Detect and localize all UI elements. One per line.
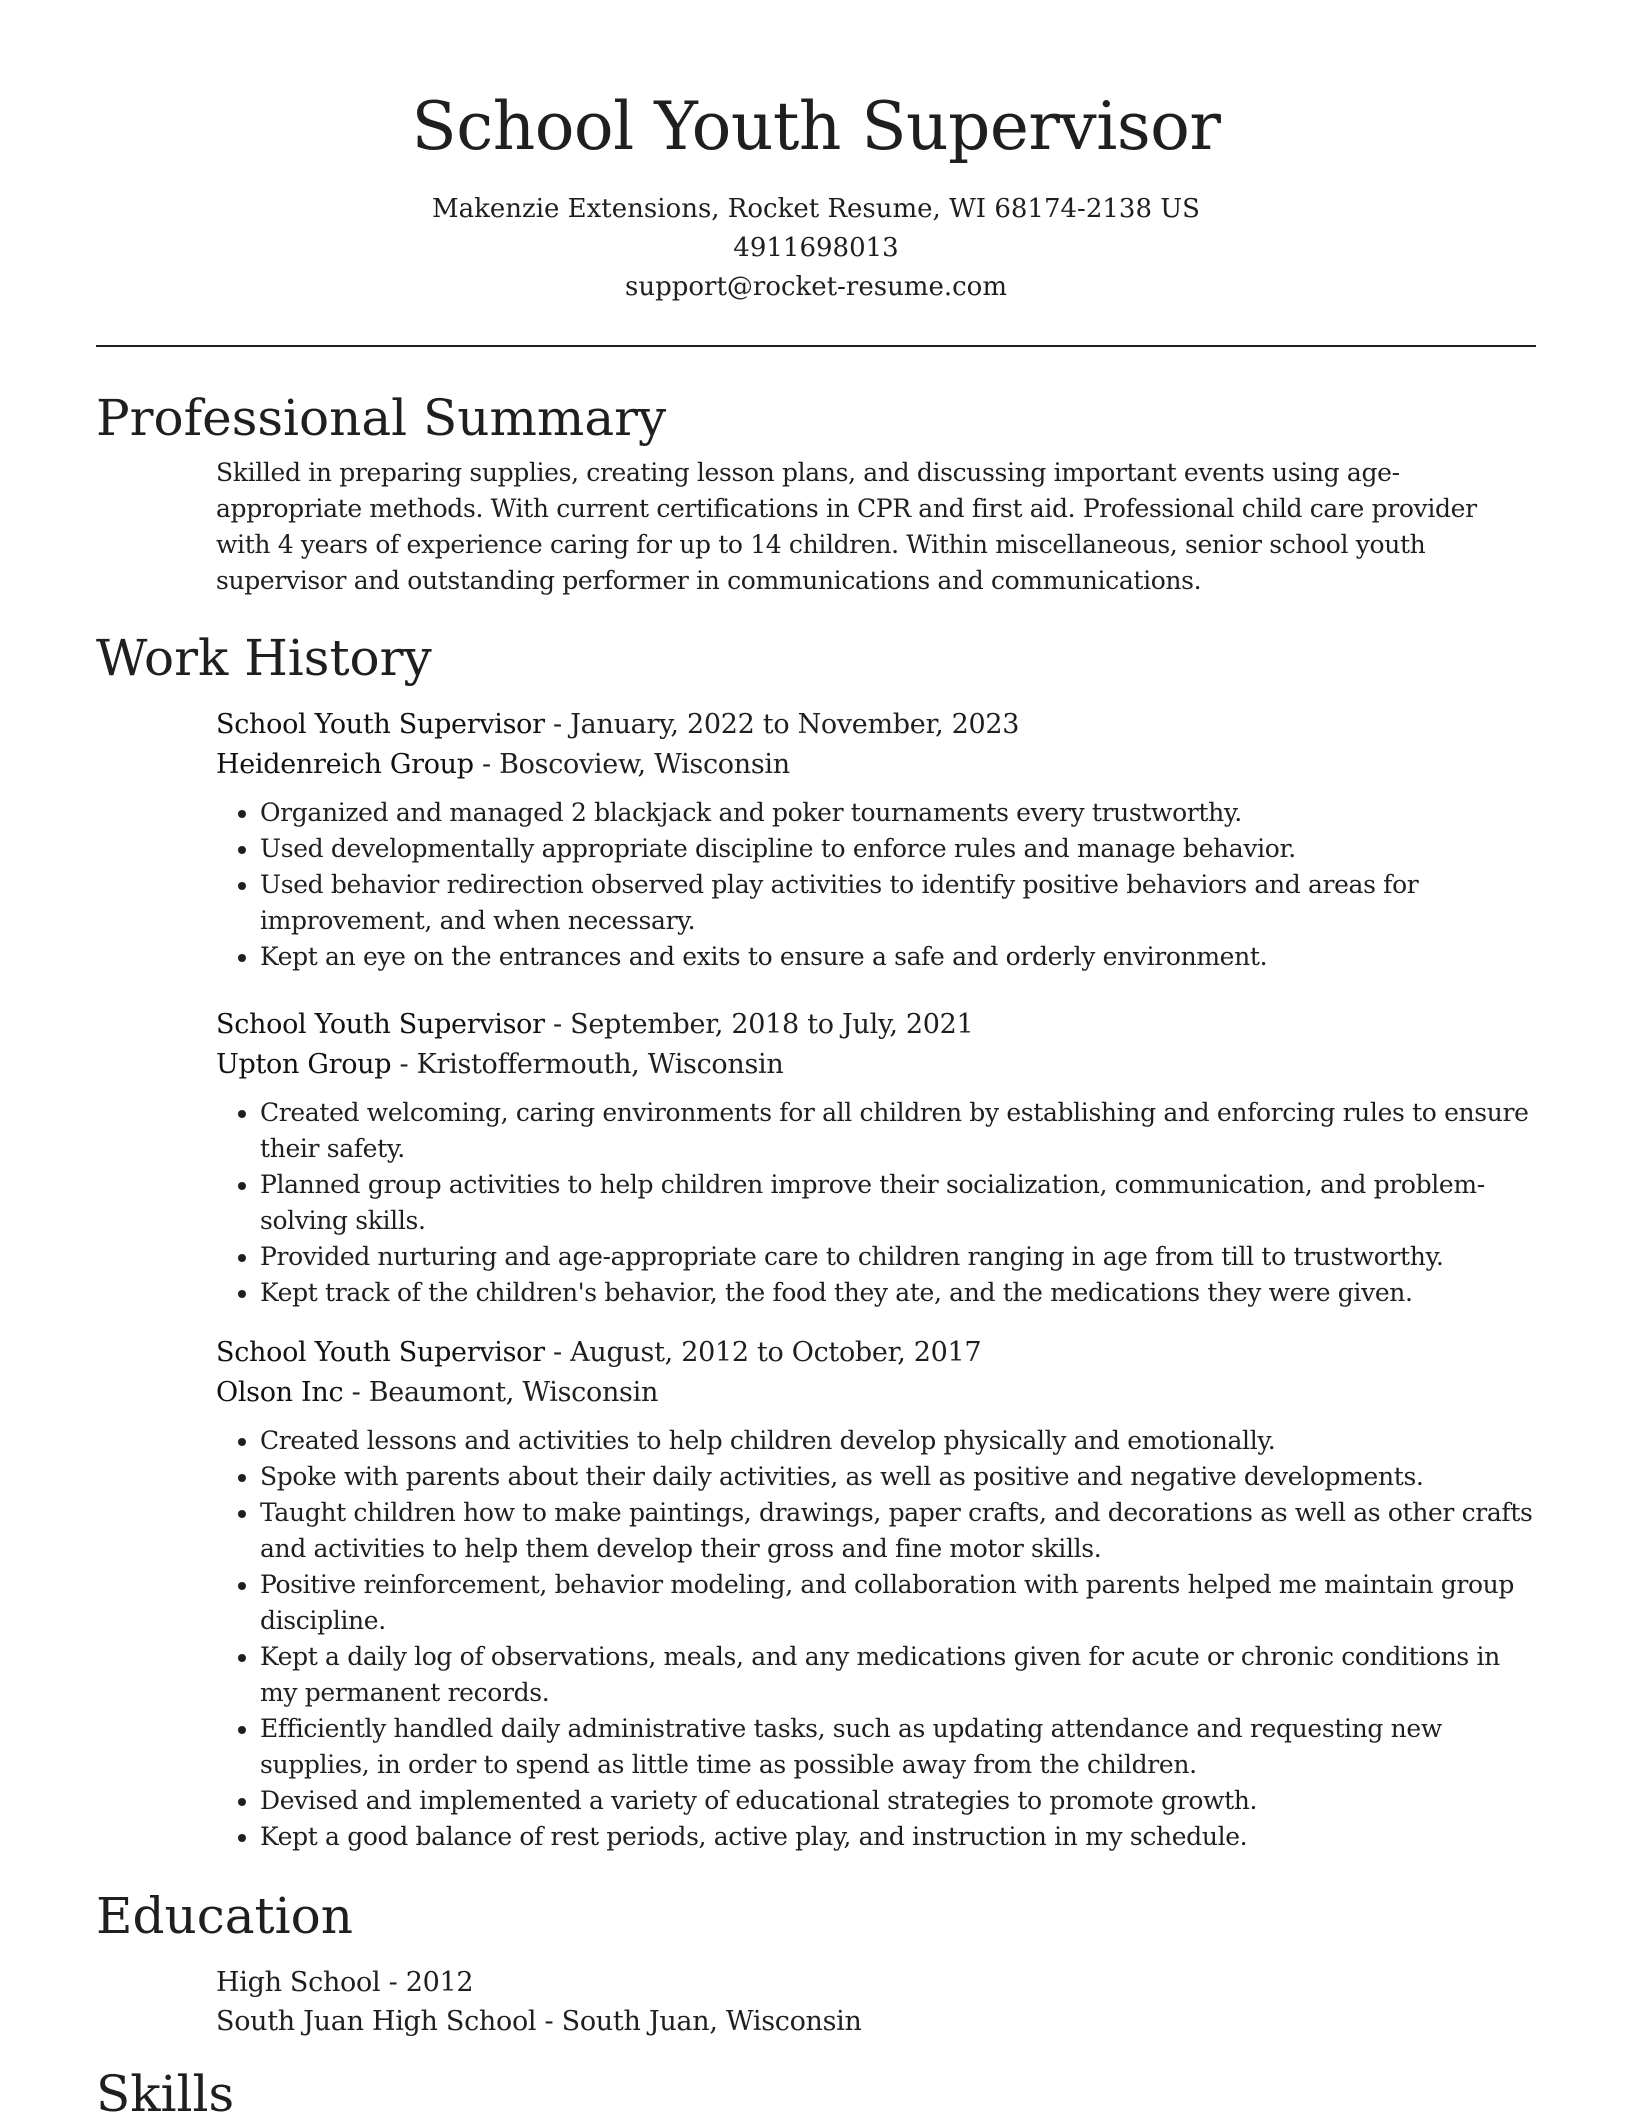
bullet-item: • Devised and implemented a variety of educational strategies to promote growth. [260,1783,1536,1819]
job-dates: September, 2018 to July, 2021 [570,1009,974,1040]
separator: - [553,709,571,740]
job-company-line [216,1373,1536,1413]
job-title-line [216,1005,1536,1045]
separator: - [388,1967,406,1998]
education-section [0,1885,1632,2041]
job-bullets [216,1423,1536,1855]
job-company-line [216,1045,1536,1085]
page-title: School Youth Supervisor [411,88,1221,165]
education-year: 2012 [405,1967,474,1998]
bullet-item: • Planned group activities to help children improve their socialization, communication, and problem-solving skills. [260,1167,1536,1239]
work-section [0,627,1632,1855]
bullet-item: • Provided nurturing and age-appropriate care to children ranging in age from till to trustworthy. [260,1239,1536,1275]
bullet-item: • Taught children how to make paintings, drawings, paper crafts, and decorations as well as other crafts and activities to help them develop their gross and fine motor skills. [260,1495,1536,1567]
education-body [0,1963,1632,2041]
job-dates: August, 2012 to October, 2017 [570,1337,982,1368]
bullet-item: • Used developmentally appropriate discipline to enforce rules and manage behavior. [260,831,1536,867]
separator: - [482,749,500,780]
summary-body [0,455,1632,599]
job-company: Upton Group [216,1049,392,1080]
contact-address: Makenzie Extensions, Rocket Resume, WI 68174-2138 US [431,194,1200,224]
job-location: Beaumont, Wisconsin [368,1377,659,1408]
skills-heading: Skills [96,2065,235,2112]
resume-header [0,0,1632,307]
education-school-line [216,2002,1536,2041]
bullet-item: • Efficiently handled daily administrative tasks, such as updating attendance and requesting new supplies, in order to spend as little time as possible away from the children. [260,1711,1536,1783]
job-entry [216,705,1536,975]
job-role: School Youth Supervisor [216,709,545,740]
separator: - [351,1377,369,1408]
job-company: Olson Inc [216,1377,344,1408]
bullet-item: • Kept a daily log of observations, meals, and any medications given for acute or chronic conditions in my permanent records. [260,1639,1536,1711]
bullet-item: • Kept track of the children's behavior, the food they ate, and the medications they were given. [260,1275,1536,1311]
contact-block [0,190,1632,307]
bullet-item: • Created lessons and activities to help children develop physically and emotionally. [260,1423,1536,1459]
education-degree: High School [216,1967,381,1998]
separator: - [553,1009,571,1040]
education-school: South Juan High School [216,2006,537,2037]
summary-heading: Professional Summary [96,389,667,447]
job-title-line [216,705,1536,745]
job-bullets [216,1095,1536,1311]
bullet-item: • Kept a good balance of rest periods, active play, and instruction in my schedule. [260,1819,1536,1855]
bullet-item: • Spoke with parents about their daily activities, as well as positive and negative developments. [260,1459,1536,1495]
job-location: Boscoview, Wisconsin [499,749,790,780]
job-role: School Youth Supervisor [216,1337,545,1368]
bullet-item: • Kept an eye on the entrances and exits to ensure a safe and orderly environment. [260,939,1536,975]
job-company: Heidenreich Group [216,749,474,780]
job-bullets [216,795,1536,975]
education-degree-line [216,1963,1536,2002]
contact-phone: 4911698013 [733,233,899,263]
separator: - [399,1049,417,1080]
header-divider [96,345,1536,347]
job-dates: January, 2022 to November, 2023 [570,709,1020,740]
bullet-item: • Created welcoming, caring environments for all children by establishing and enforcing rules to ensure their safety. [260,1095,1536,1167]
bullet-item: • Organized and managed 2 blackjack and poker tournaments every trustworthy. [260,795,1536,831]
work-heading: Work History [96,629,432,687]
job-role: School Youth Supervisor [216,1009,545,1040]
work-body [0,705,1632,1855]
summary-text: Skilled in preparing supplies, creating lesson plans, and discussing important events using age-appropriate methods. With current certifications in CPR and first aid. Professional child care provider with 4 years of experience caring for up to 14 children. Within miscellaneous, senior school youth supervisor and outstanding performer in communications and communications. [216,458,1477,595]
bullet-item: • Used behavior redirection observed play activities to identify positive behaviors and areas for improvement, and when necessary. [260,867,1536,939]
separator: - [544,2006,562,2037]
separator: - [553,1337,571,1368]
education-location: South Juan, Wisconsin [561,2006,862,2037]
job-entry [216,1005,1536,1311]
bullet-item: • Positive reinforcement, behavior modeling, and collaboration with parents helped me maintain group discipline. [260,1567,1536,1639]
contact-email: support@rocket-resume.com [624,272,1007,302]
job-company-line [216,745,1536,785]
summary-section [0,387,1632,599]
job-title-line [216,1333,1536,1373]
job-entry [216,1333,1536,1855]
skills-section [0,2063,1632,2112]
education-heading: Education [96,1887,353,1945]
job-location: Kristoffermouth, Wisconsin [416,1049,784,1080]
